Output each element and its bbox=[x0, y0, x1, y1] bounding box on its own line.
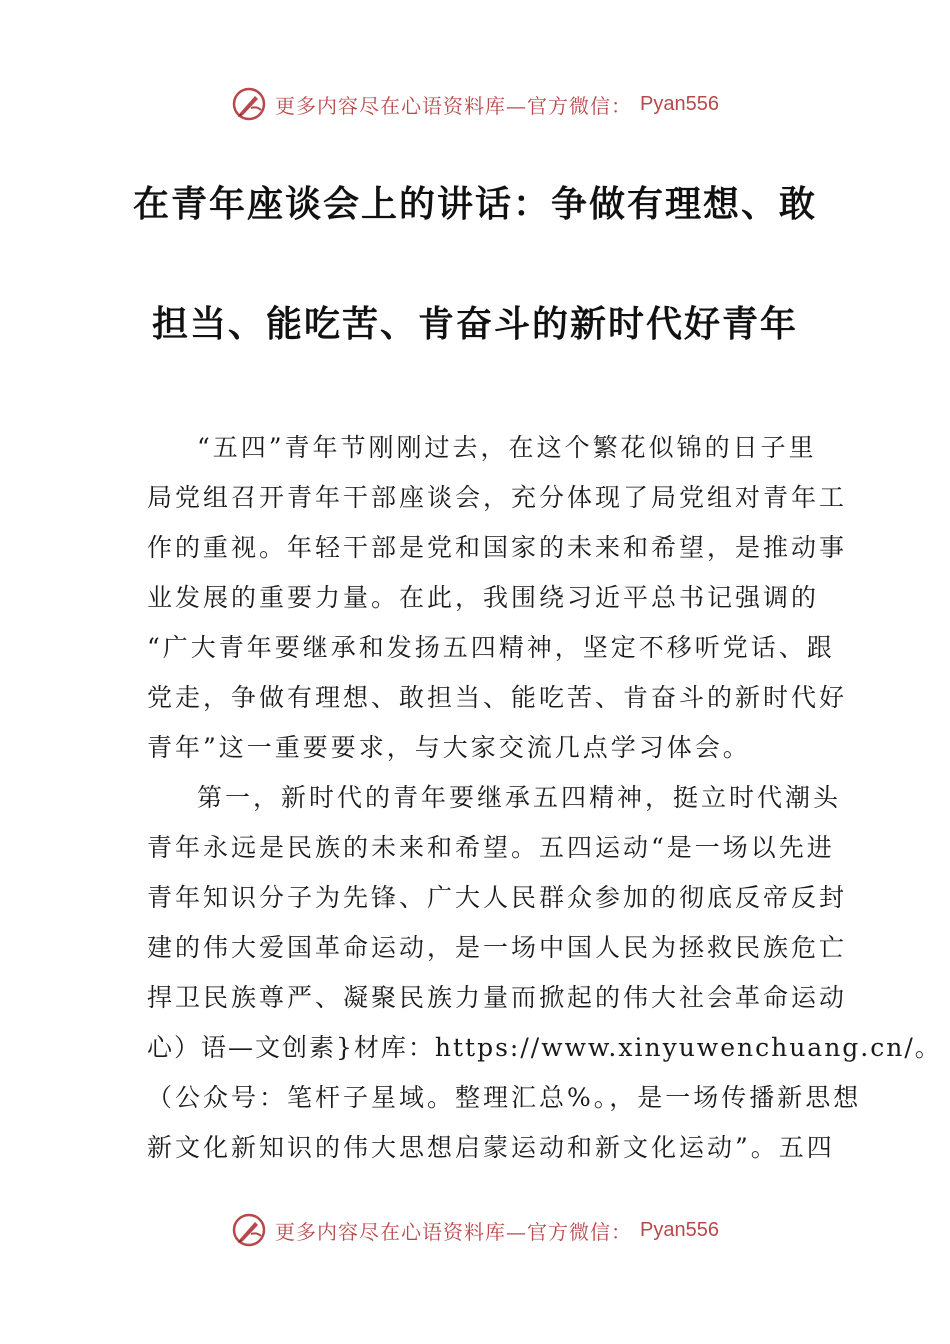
watermark-text: 更多内容尽在心语资料库—官方微信： bbox=[275, 93, 633, 118]
footer-watermark bbox=[0, 1210, 950, 1250]
watermark-wechat-id: Pyan556 bbox=[640, 1218, 719, 1241]
document-body bbox=[147, 423, 942, 1173]
watermark-text: 更多内容尽在心语资料库—官方微信： bbox=[275, 1219, 633, 1244]
body-line: 业发展的重要力量。在此，我围绕习近平总书记强调的 bbox=[147, 583, 820, 612]
pen-logo-icon bbox=[231, 1212, 267, 1248]
body-line: 青年知识分子为先锋、广大人民群众参加的彻底反帝反封 bbox=[147, 883, 848, 912]
body-line: 新文化新知识的伟大思想启蒙运动和新文化运动”。五四 bbox=[147, 1133, 835, 1162]
body-line: “广大青年要继承和发扬五四精神，坚定不移听党话、跟 bbox=[147, 633, 835, 662]
body-line: 第一，新时代的青年要继承五四精神，挺立时代潮头 bbox=[197, 783, 842, 812]
body-line: 青年”这一重要要求，与大家交流几点学习体会。 bbox=[147, 733, 751, 762]
body-line: 作的重视。年轻干部是党和国家的未来和希望，是推动事 bbox=[147, 533, 848, 562]
body-line: 青年永远是民族的未来和希望。五四运动“是一场以先进 bbox=[147, 833, 835, 862]
body-line: 建的伟大爱国革命运动，是一场中国人民为拯救民族危亡 bbox=[147, 933, 848, 962]
watermark-wechat-id: Pyan556 bbox=[640, 92, 719, 115]
body-line: （公众号：笔杆子星域。整理汇总%。，是一场传播新思想 bbox=[147, 1083, 862, 1112]
body-line: 党走，争做有理想、敢担当、能吃苦、肯奋斗的新时代好 bbox=[147, 683, 848, 712]
body-line: 捍卫民族尊严、凝聚民族力量而掀起的伟大社会革命运动 bbox=[147, 983, 848, 1012]
body-line: “五四”青年节刚刚过去，在这个繁花似锦的日子里 bbox=[197, 433, 817, 462]
header-watermark bbox=[0, 84, 950, 124]
body-line-with-url: 心）语—文创素}材库：https://www.xinyuwenchuang.cn/。 bbox=[147, 1033, 942, 1062]
document-title-line-2: 担当、能吃苦、肯奋斗的新时代好青年 bbox=[151, 304, 798, 345]
document-title-line-1: 在青年座谈会上的讲话：争做有理想、敢 bbox=[132, 184, 817, 225]
pen-logo-icon bbox=[231, 86, 267, 122]
body-line: 局党组召开青年干部座谈会，充分体现了局党组对青年工 bbox=[147, 483, 848, 512]
